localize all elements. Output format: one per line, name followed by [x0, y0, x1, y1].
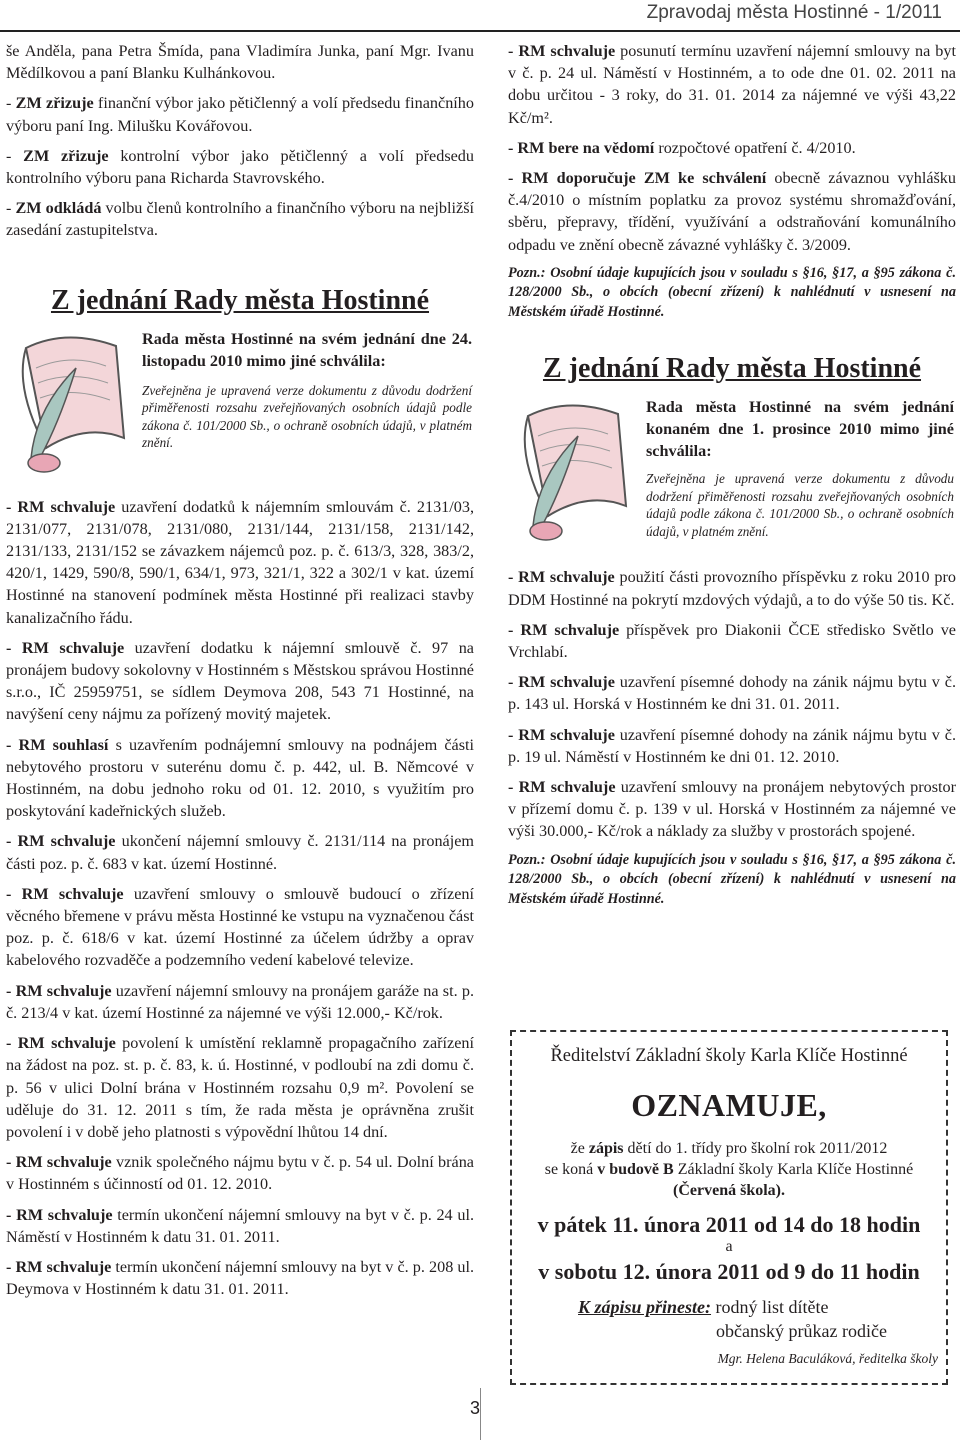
notice-signature: Mgr. Helena Baculáková, ředitelka školy — [717, 1351, 938, 1366]
left-top-paragraph: še Anděla, pana Petra Šmída, pana Vladimíra Junka, paní Mgr. Ivanu Mědílkovou a paní Blanku Kulhánkovou. — [6, 42, 474, 83]
quill-scroll-icon — [508, 396, 638, 546]
notice-details: že zápis dětí do 1. třídy pro školní rok 2011/2012 se koná v budově B Základní školy Karla Klíče Hostinné (Červená škola). — [544, 1140, 914, 1199]
notice-organization: Ředitelství Základní školy Karla Klíče Hostinné — [550, 1046, 908, 1066]
right-item: - RM schvaluje uzavření písemné dohody na zánik nájmu bytu v č. p. 143 ul. Horská v Hostinném ke dni 31. 01. 2011. — [508, 673, 956, 714]
section-intro — [508, 396, 956, 566]
right-top-item: - RM bere na vědomí rozpočtové opatření č. 4/2010. — [508, 138, 856, 157]
left-top-paragraph: - ZM zřizuje kontrolní výbor jako pětičlenný a volí předsedu kontrolního výboru pana Richarda Stavrovského. — [6, 146, 474, 188]
footer-divider — [480, 1388, 481, 1440]
right-column — [508, 40, 956, 917]
section-intro — [6, 328, 474, 496]
left-item: - RM schvaluje uzavření dodatku k nájemní smlouvě č. 97 na pronájem budovy sokolovny v Hostinném s Městskou správou Hostinné s.r.o., IČ 25959751, se sídlem Deymova 208, 543 71 Hostinné, na navýšení ceny nájmu za pořízený movitý majetek. — [6, 638, 474, 724]
notice-bring-list: K zápisu přineste: rodný list dítěte občanský průkaz rodiče — [578, 1297, 887, 1341]
quill-scroll-icon — [6, 328, 136, 478]
section-heading: Rada města Hostinné na svém jednání dne 24. listopadu 2010 mimo jiné schválila: — [142, 329, 472, 370]
personal-data-note: Pozn.: Osobní údaje kupujících jsou v souladu s §16, §17, a §95 zákona č. 128/2000 Sb., o obcích (obecní zřízení) k nahlédnutí v usnesení na Městském úřadě Hostinné. — [508, 851, 956, 907]
page-number: 3 — [470, 1398, 481, 1418]
right-top-item: - RM doporučuje ZM ke schválení obecně závaznou vyhlášku č.4/2010 o místním poplatku za provoz systému shromažďování, sběru, přepravy, třídění, využívání a odstraňování komunálního odpadu ve znění obecně závazné vyhlášky č. 3/2009. — [508, 169, 956, 254]
right-item: - RM schvaluje použití části provozního příspěvku z roku 2010 pro DDM Hostinné na pokrytí mzdových výdajů, a to do výše 50 tis. Kč. — [508, 568, 956, 609]
school-enrollment-notice — [510, 1030, 948, 1385]
notice-announce: OZNAMUJE, — [631, 1087, 827, 1123]
left-item: - RM schvaluje ukončení nájemní smlouvy č. 2131/114 na pronájem části poz. p. č. 683 v kat. území Hostinné. — [6, 832, 475, 873]
left-item: - RM schvaluje termín ukončení nájemní smlouvy na byt v č. p. 24 ul. Náměstí v Hostinném k datu 31. 01. 2011. — [6, 1205, 474, 1246]
notice-conjunction: a — [725, 1238, 733, 1255]
left-item: - RM souhlasí s uzavřením podnájemní smlouvy na podnájem části nebytového prostoru v suterénu domu č. p. 442, ul. B. Němcové v Hostinném, na dobu jednoho roku od 01. 12. 2010, s využitím pro poskytování kadeřnických služeb. — [6, 735, 474, 821]
left-item: - RM schvaluje termín ukončení nájemní smlouvy na byt v č. p. 208 ul. Deymova v Hostinném k datu 31. 01. 2011. — [6, 1257, 474, 1299]
newsletter-title: Zpravodaj města Hostinné - 1/2011 — [646, 2, 942, 23]
bring-label: K zápisu přineste: — [578, 1297, 712, 1317]
left-item: - RM schvaluje uzavření smlouvy o smlouvě budoucí o zřízení věcného břemene v právu města Hostinné ke vstupu na vyznačenou část poz. p. č. 618/6 v kat. území Hostinné za účelem údržby a oprav kabelového rozvaděče a podzemního vedení kabelové televize. — [6, 884, 474, 970]
privacy-note: Zveřejněna je upravená verze dokumentu z důvodu dodržení přiměřenosti rozsahu zveřejňovaných osobních údajů podle zákona č. 101/2000 Sb., o ochraně osobních údajů, v platném znění. — [142, 382, 472, 451]
header-rule — [0, 30, 960, 32]
right-item: - RM schvaluje uzavření smlouvy na pronájem nebytových prostor v přízemí domu č. p. 139 v ul. Horská v Hostinném za nájemné ve výši 30.000,- Kč/rok a náklady za služby v prostorách spojené. — [508, 777, 957, 841]
notice-date-friday: v pátek 11. února 2011 od 14 do 18 hodin — [537, 1212, 921, 1237]
left-top-paragraph: - ZM zřizuje finanční výbor jako pětičlenný a volí předsedu finančního výboru paní Ing. Milušku Kovářovou. — [6, 94, 474, 135]
left-column — [6, 40, 474, 1308]
notice-date-saturday: v sobotu 12. února 2011 od 9 do 11 hodin — [538, 1259, 920, 1284]
right-item: - RM schvaluje uzavření písemné dohody na zánik nájmu bytu v č. p. 19 ul. Náměstí v Hostinném ke dni 01. 12. 2010. — [508, 725, 956, 766]
left-top-paragraph: - ZM odkládá volbu členů kontrolního a finančního výboru na nejbližší zasedání zastupitelstva. — [6, 199, 474, 240]
left-item: - RM schvaluje uzavření dodatků k nájemním smlouvám č. 2131/03, 2131/077, 2131/078, 2131/080, 2131/144, 2131/158, 2131/142, 2131/133, 2131/152 se závazkem nájemců poz. p. č. 613/3, 328, 383/2, 420/1, 1429, 590/8, 590/1, 634/1, 973, 321/1, 322 a 302/1 v kat. území Hostinné na stanovení podmínek města Hostinné při realizaci stavby kanalizačního řádu. — [6, 497, 474, 627]
privacy-note: Zveřejněna je upravená verze dokumentu z důvodu dodržení přiměřenosti rozsahu zveřejňovaných osobních údajů podle zákona č. 101/2000 Sb., o ochraně osobních údajů, v platném znění. — [646, 471, 954, 539]
left-item: - RM schvaluje povolení k umístění reklamně propagačního zařízení na žádost na poz. st. p. č. 83, k. ú. Hostinné, v podloubí na zdi domu č. p. 56 v ulici Dolní brána v Hostinném rozsahu 0,9 m². Povolení se uděluje do 31. 12. 2011 s tím, že rada města je oprávněna zrušit povolení i v době jeho platnosti s výpovědní lhůtou 14 dní. — [6, 1034, 474, 1141]
section-title: Z jednání Rady města Hostinné — [542, 353, 922, 385]
page-header — [0, 0, 960, 34]
right-item: - RM schvaluje příspěvek pro Diakonii ČCE středisko Světlo ve Vrchlabí. — [508, 620, 956, 661]
right-top-item: - RM schvaluje posunutí termínu uzavření nájemní smlouvy na byt v č. p. 24 ul. Náměstí v Hostinném, a to ode dne 01. 02. 2011 na dobu určitou - 3 roky, do 31. 01. 2014 za nájemné ve výši 43,22 Kč/m². — [508, 42, 956, 127]
section-title: Z jednání Rady města Hostinné — [50, 284, 430, 316]
personal-data-note: Pozn.: Osobní údaje kupujících jsou v souladu s §16, §17, a §95 zákona č. 128/2000 Sb., o obcích (obecní zřízení) k nahlédnutí v usnesení na Městském úřadě Hostinné. — [508, 264, 956, 320]
section-heading: Rada města Hostinné na svém jednání konaném dne 1. prosince 2010 mimo jiné schválila: — [646, 398, 954, 461]
left-item: - RM schvaluje uzavření nájemní smlouvy na pronájem garáže na st. p. č. 213/4 v kat. území Hostinné za nájemné ve výši 12.000,- Kč/rok. — [6, 981, 475, 1022]
left-item: - RM schvaluje vznik společného nájmu bytu v č. p. 54 ul. Dolní brána v Hostinném s účinností od 01. 12. 2010. — [6, 1153, 474, 1194]
